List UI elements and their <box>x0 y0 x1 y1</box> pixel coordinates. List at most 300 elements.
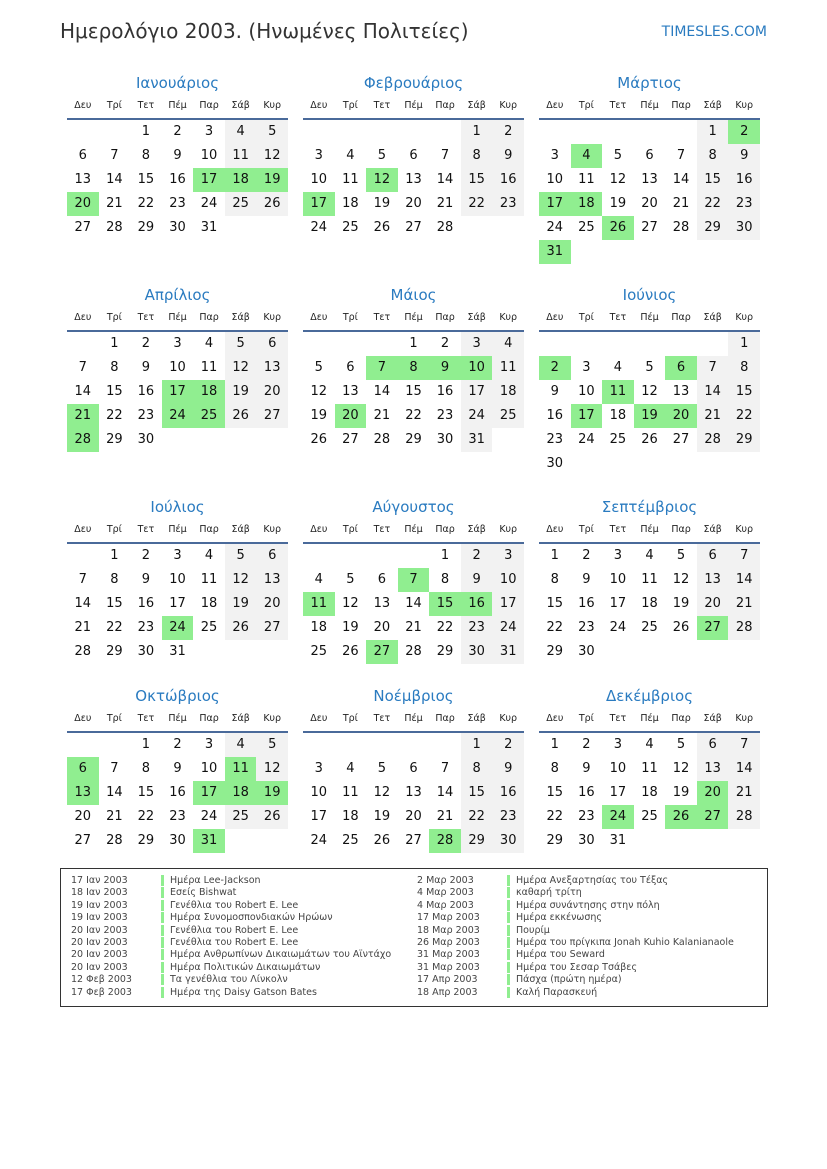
day[interactable]: 12 <box>373 785 391 800</box>
day[interactable]: 3 <box>582 360 591 375</box>
day[interactable]: 23 <box>578 620 595 635</box>
day[interactable]: 17 <box>461 380 493 404</box>
day[interactable]: 21 <box>728 781 760 805</box>
day[interactable]: 26 <box>310 432 328 447</box>
day[interactable]: 13 <box>697 757 729 781</box>
day[interactable]: 9 <box>461 568 493 592</box>
day[interactable]: 26 <box>256 805 288 829</box>
day[interactable]: 9 <box>728 144 760 168</box>
day[interactable]: 23 <box>492 805 524 829</box>
day[interactable]: 25 <box>578 220 595 235</box>
holiday-day[interactable]: 20 <box>665 404 697 428</box>
holiday-day[interactable]: 20 <box>697 781 729 805</box>
day[interactable]: 10 <box>200 761 218 776</box>
day[interactable]: 24 <box>492 616 524 640</box>
day[interactable]: 18 <box>641 596 658 611</box>
day[interactable]: 25 <box>225 805 257 829</box>
holiday-day[interactable]: 12 <box>366 168 398 192</box>
day[interactable]: 28 <box>405 644 422 659</box>
day[interactable]: 26 <box>225 616 257 640</box>
brand-link[interactable]: TIMESLES.COM <box>661 24 767 40</box>
day[interactable]: 8 <box>697 144 729 168</box>
day[interactable]: 24 <box>546 220 564 235</box>
holiday-day[interactable]: 26 <box>665 805 697 829</box>
day[interactable]: 26 <box>256 192 288 216</box>
day[interactable]: 5 <box>377 761 387 776</box>
day[interactable]: 13 <box>405 172 422 187</box>
day[interactable]: 29 <box>461 829 493 853</box>
day[interactable]: 27 <box>342 432 359 447</box>
day[interactable]: 28 <box>74 644 92 659</box>
day[interactable]: 7 <box>440 148 450 163</box>
day[interactable]: 3 <box>173 548 182 563</box>
day[interactable]: 12 <box>256 144 288 168</box>
day[interactable]: 20 <box>641 196 658 211</box>
day[interactable]: 22 <box>728 404 760 428</box>
day[interactable]: 3 <box>173 336 182 351</box>
holiday-day[interactable]: 17 <box>162 380 194 404</box>
day[interactable]: 9 <box>141 572 151 587</box>
day[interactable]: 23 <box>169 196 186 211</box>
day[interactable]: 16 <box>578 596 595 611</box>
day[interactable]: 29 <box>106 644 123 659</box>
day[interactable]: 17 <box>169 596 186 611</box>
day[interactable]: 6 <box>256 544 288 568</box>
day[interactable]: 28 <box>728 616 760 640</box>
day[interactable]: 3 <box>613 548 623 563</box>
day[interactable]: 4 <box>314 572 323 587</box>
day[interactable]: 5 <box>314 360 323 375</box>
day[interactable]: 24 <box>310 833 328 848</box>
holiday-day[interactable]: 25 <box>193 404 225 428</box>
day[interactable]: 31 <box>200 220 218 235</box>
holiday-day[interactable]: 18 <box>225 168 257 192</box>
day[interactable]: 30 <box>137 432 155 447</box>
day[interactable]: 29 <box>137 220 155 235</box>
day[interactable]: 14 <box>436 172 454 187</box>
day[interactable]: 2 <box>173 124 182 139</box>
holiday-day[interactable]: 6 <box>67 757 99 781</box>
day[interactable]: 25 <box>609 432 627 447</box>
day[interactable]: 20 <box>405 809 422 824</box>
day[interactable]: 6 <box>697 733 729 757</box>
day[interactable]: 8 <box>461 757 493 781</box>
day[interactable]: 5 <box>256 733 288 757</box>
day[interactable]: 19 <box>373 809 391 824</box>
day[interactable]: 20 <box>697 592 729 616</box>
day[interactable]: 22 <box>137 196 155 211</box>
holiday-day[interactable]: 17 <box>539 192 571 216</box>
day[interactable]: 3 <box>204 737 214 752</box>
day[interactable]: 16 <box>578 785 595 800</box>
day[interactable]: 1 <box>141 124 151 139</box>
day[interactable]: 19 <box>609 196 627 211</box>
day[interactable]: 7 <box>440 761 450 776</box>
day[interactable]: 27 <box>256 616 288 640</box>
day[interactable]: 25 <box>310 644 328 659</box>
holiday-day[interactable]: 24 <box>162 616 194 640</box>
day[interactable]: 15 <box>546 596 564 611</box>
day[interactable]: 29 <box>106 432 123 447</box>
day[interactable]: 18 <box>342 809 359 824</box>
day[interactable]: 31 <box>492 640 524 664</box>
day[interactable]: 18 <box>641 785 658 800</box>
day[interactable]: 28 <box>728 805 760 829</box>
day[interactable]: 14 <box>373 384 391 399</box>
day[interactable]: 23 <box>169 809 186 824</box>
day[interactable]: 30 <box>169 220 186 235</box>
day[interactable]: 3 <box>314 148 323 163</box>
day[interactable]: 21 <box>697 404 729 428</box>
day[interactable]: 2 <box>141 336 151 351</box>
day[interactable]: 9 <box>582 761 591 776</box>
day[interactable]: 16 <box>169 172 186 187</box>
holiday-day[interactable]: 28 <box>67 428 99 452</box>
day[interactable]: 8 <box>550 572 559 587</box>
day[interactable]: 21 <box>106 196 123 211</box>
day[interactable]: 5 <box>225 544 257 568</box>
day[interactable]: 2 <box>173 737 182 752</box>
day[interactable]: 9 <box>582 572 591 587</box>
day[interactable]: 25 <box>342 220 359 235</box>
day[interactable]: 4 <box>346 148 355 163</box>
day[interactable]: 5 <box>346 572 355 587</box>
day[interactable]: 6 <box>78 148 87 163</box>
day[interactable]: 10 <box>546 172 564 187</box>
holiday-day[interactable]: 19 <box>634 404 666 428</box>
day[interactable]: 15 <box>137 172 155 187</box>
day[interactable]: 13 <box>405 785 422 800</box>
day[interactable]: 27 <box>74 833 92 848</box>
day[interactable]: 21 <box>672 196 690 211</box>
day[interactable]: 16 <box>169 785 186 800</box>
day[interactable]: 13 <box>697 568 729 592</box>
day[interactable]: 10 <box>310 785 328 800</box>
day[interactable]: 3 <box>204 124 214 139</box>
holiday-day[interactable]: 7 <box>398 568 430 592</box>
holiday-day[interactable]: 11 <box>225 757 257 781</box>
holiday-day[interactable]: 19 <box>256 781 288 805</box>
day[interactable]: 1 <box>141 737 151 752</box>
day[interactable]: 29 <box>728 428 760 452</box>
day[interactable]: 13 <box>672 384 690 399</box>
day[interactable]: 16 <box>436 384 454 399</box>
holiday-day[interactable]: 8 <box>398 356 430 380</box>
day[interactable]: 9 <box>550 384 559 399</box>
day[interactable]: 7 <box>78 572 87 587</box>
day[interactable]: 21 <box>373 408 391 423</box>
holiday-day[interactable]: 4 <box>571 144 603 168</box>
day[interactable]: 6 <box>346 360 355 375</box>
day[interactable]: 25 <box>641 809 658 824</box>
holiday-day[interactable]: 31 <box>193 829 225 853</box>
holiday-day[interactable]: 2 <box>728 120 760 144</box>
holiday-day[interactable]: 6 <box>665 356 697 380</box>
day[interactable]: 8 <box>550 761 559 776</box>
day[interactable]: 11 <box>342 172 359 187</box>
day[interactable]: 24 <box>200 809 218 824</box>
day[interactable]: 24 <box>578 432 595 447</box>
day[interactable]: 19 <box>310 408 328 423</box>
day[interactable]: 16 <box>492 168 524 192</box>
day[interactable]: 22 <box>405 408 422 423</box>
day[interactable]: 15 <box>405 384 422 399</box>
day[interactable]: 5 <box>225 332 257 356</box>
day[interactable]: 18 <box>200 596 218 611</box>
day[interactable]: 16 <box>492 781 524 805</box>
day[interactable]: 10 <box>492 568 524 592</box>
day[interactable]: 9 <box>492 757 524 781</box>
day[interactable]: 23 <box>578 809 595 824</box>
holiday-day[interactable]: 18 <box>571 192 603 216</box>
day[interactable]: 9 <box>492 144 524 168</box>
holiday-day[interactable]: 17 <box>193 781 225 805</box>
day[interactable]: 21 <box>436 809 454 824</box>
day[interactable]: 17 <box>310 809 328 824</box>
holiday-day[interactable]: 11 <box>303 592 335 616</box>
day[interactable]: 6 <box>409 761 418 776</box>
day[interactable]: 4 <box>225 733 257 757</box>
holiday-day[interactable]: 19 <box>256 168 288 192</box>
day[interactable]: 24 <box>609 620 627 635</box>
day[interactable]: 22 <box>546 809 564 824</box>
day[interactable]: 20 <box>74 809 92 824</box>
day[interactable]: 12 <box>672 761 690 776</box>
day[interactable]: 31 <box>461 428 493 452</box>
holiday-day[interactable]: 17 <box>571 404 603 428</box>
day[interactable]: 27 <box>256 404 288 428</box>
day[interactable]: 30 <box>492 829 524 853</box>
day[interactable]: 24 <box>200 196 218 211</box>
holiday-day[interactable]: 20 <box>335 404 367 428</box>
day[interactable]: 23 <box>436 408 454 423</box>
day[interactable]: 27 <box>74 220 92 235</box>
day[interactable]: 17 <box>492 592 524 616</box>
holiday-day[interactable]: 15 <box>429 592 461 616</box>
day[interactable]: 22 <box>461 192 493 216</box>
day[interactable]: 11 <box>641 572 658 587</box>
day[interactable]: 15 <box>106 596 123 611</box>
day[interactable]: 31 <box>609 833 627 848</box>
day[interactable]: 22 <box>137 809 155 824</box>
holiday-day[interactable]: 21 <box>67 404 99 428</box>
day[interactable]: 5 <box>676 737 686 752</box>
day[interactable]: 8 <box>141 148 151 163</box>
day[interactable]: 13 <box>641 172 658 187</box>
day[interactable]: 12 <box>225 568 257 592</box>
day[interactable]: 28 <box>373 432 391 447</box>
day[interactable]: 16 <box>728 168 760 192</box>
day[interactable]: 26 <box>342 644 359 659</box>
day[interactable]: 4 <box>204 548 214 563</box>
day[interactable]: 6 <box>409 148 418 163</box>
day[interactable]: 17 <box>609 596 627 611</box>
day[interactable]: 29 <box>546 833 564 848</box>
day[interactable]: 19 <box>225 380 257 404</box>
day[interactable]: 18 <box>492 380 524 404</box>
day[interactable]: 4 <box>645 737 654 752</box>
day[interactable]: 25 <box>200 620 218 635</box>
day[interactable]: 14 <box>728 757 760 781</box>
day[interactable]: 23 <box>137 408 155 423</box>
day[interactable]: 24 <box>461 404 493 428</box>
day[interactable]: 18 <box>342 196 359 211</box>
day[interactable]: 19 <box>342 620 359 635</box>
day[interactable]: 10 <box>310 172 328 187</box>
day[interactable]: 13 <box>342 384 359 399</box>
day[interactable]: 7 <box>676 148 686 163</box>
day[interactable]: 16 <box>137 596 155 611</box>
day[interactable]: 28 <box>436 220 454 235</box>
day[interactable]: 20 <box>405 196 422 211</box>
day[interactable]: 10 <box>578 384 595 399</box>
holiday-day[interactable]: 28 <box>429 829 461 853</box>
holiday-day[interactable]: 7 <box>366 356 398 380</box>
holiday-day[interactable]: 17 <box>303 192 335 216</box>
day[interactable]: 15 <box>728 380 760 404</box>
day[interactable]: 12 <box>225 356 257 380</box>
day[interactable]: 11 <box>225 144 257 168</box>
holiday-day[interactable]: 9 <box>429 356 461 380</box>
day[interactable]: 1 <box>409 336 418 351</box>
day[interactable]: 8 <box>141 761 151 776</box>
day[interactable]: 15 <box>461 168 493 192</box>
day[interactable]: 1 <box>110 336 119 351</box>
day[interactable]: 22 <box>697 192 729 216</box>
holiday-day[interactable]: 31 <box>539 240 571 264</box>
day[interactable]: 2 <box>141 548 151 563</box>
day[interactable]: 27 <box>405 833 422 848</box>
day[interactable]: 30 <box>578 833 595 848</box>
day[interactable]: 28 <box>106 833 123 848</box>
day[interactable]: 15 <box>106 384 123 399</box>
day[interactable]: 30 <box>137 644 155 659</box>
day[interactable]: 18 <box>310 620 328 635</box>
day[interactable]: 7 <box>110 761 119 776</box>
day[interactable]: 8 <box>110 572 119 587</box>
day[interactable]: 19 <box>672 596 690 611</box>
holiday-day[interactable]: 2 <box>539 356 571 380</box>
day[interactable]: 29 <box>137 833 155 848</box>
day[interactable]: 4 <box>492 332 524 356</box>
day[interactable]: 7 <box>110 148 119 163</box>
day[interactable]: 8 <box>728 356 760 380</box>
day[interactable]: 9 <box>173 148 182 163</box>
day[interactable]: 8 <box>461 144 493 168</box>
day[interactable]: 21 <box>728 592 760 616</box>
day[interactable]: 5 <box>256 120 288 144</box>
day[interactable]: 10 <box>609 572 627 587</box>
day[interactable]: 3 <box>613 737 623 752</box>
day[interactable]: 2 <box>582 548 591 563</box>
day[interactable]: 1 <box>728 332 760 356</box>
day[interactable]: 5 <box>377 148 387 163</box>
day[interactable]: 20 <box>256 592 288 616</box>
day[interactable]: 23 <box>492 192 524 216</box>
day[interactable]: 24 <box>310 220 328 235</box>
day[interactable]: 17 <box>609 785 627 800</box>
day[interactable]: 27 <box>405 220 422 235</box>
day[interactable]: 2 <box>440 336 450 351</box>
day[interactable]: 14 <box>106 785 123 800</box>
day[interactable]: 19 <box>373 196 391 211</box>
holiday-day[interactable]: 27 <box>366 640 398 664</box>
day[interactable]: 27 <box>641 220 658 235</box>
holiday-day[interactable]: 18 <box>193 380 225 404</box>
day[interactable]: 12 <box>310 384 328 399</box>
day[interactable]: 26 <box>641 432 658 447</box>
day[interactable]: 6 <box>377 572 387 587</box>
day[interactable]: 15 <box>137 785 155 800</box>
day[interactable]: 20 <box>256 380 288 404</box>
day[interactable]: 18 <box>609 408 627 423</box>
day[interactable]: 23 <box>728 192 760 216</box>
day[interactable]: 25 <box>641 620 658 635</box>
day[interactable]: 13 <box>74 172 92 187</box>
day[interactable]: 14 <box>697 380 729 404</box>
day[interactable]: 4 <box>645 548 654 563</box>
day[interactable]: 8 <box>440 572 450 587</box>
holiday-day[interactable]: 27 <box>697 805 729 829</box>
day[interactable]: 21 <box>405 620 422 635</box>
day[interactable]: 7 <box>728 733 760 757</box>
day[interactable]: 23 <box>546 432 564 447</box>
day[interactable]: 16 <box>137 384 155 399</box>
day[interactable]: 12 <box>672 572 690 587</box>
day[interactable]: 26 <box>373 833 391 848</box>
holiday-day[interactable]: 16 <box>461 592 493 616</box>
day[interactable]: 21 <box>436 196 454 211</box>
day[interactable]: 29 <box>436 644 454 659</box>
day[interactable]: 26 <box>225 404 257 428</box>
day[interactable]: 22 <box>546 620 564 635</box>
day[interactable]: 13 <box>256 568 288 592</box>
day[interactable]: 14 <box>436 785 454 800</box>
day[interactable]: 26 <box>373 220 391 235</box>
day[interactable]: 28 <box>697 428 729 452</box>
day[interactable]: 14 <box>106 172 123 187</box>
day[interactable]: 2 <box>492 120 524 144</box>
day[interactable]: 11 <box>200 572 218 587</box>
day[interactable]: 11 <box>641 761 658 776</box>
day[interactable]: 10 <box>169 360 186 375</box>
day[interactable]: 30 <box>169 833 186 848</box>
day[interactable]: 30 <box>546 456 564 471</box>
day[interactable]: 3 <box>550 148 559 163</box>
day[interactable]: 22 <box>106 408 123 423</box>
day[interactable]: 1 <box>440 548 450 563</box>
day[interactable]: 28 <box>106 220 123 235</box>
day[interactable]: 21 <box>106 809 123 824</box>
day[interactable]: 14 <box>74 596 92 611</box>
day[interactable]: 6 <box>645 148 654 163</box>
day[interactable]: 12 <box>641 384 658 399</box>
day[interactable]: 26 <box>672 620 690 635</box>
day[interactable]: 14 <box>405 596 422 611</box>
day[interactable]: 29 <box>405 432 422 447</box>
day[interactable]: 6 <box>697 544 729 568</box>
day[interactable]: 4 <box>204 336 214 351</box>
day[interactable]: 15 <box>697 168 729 192</box>
day[interactable]: 14 <box>728 568 760 592</box>
day[interactable]: 13 <box>373 596 391 611</box>
day[interactable]: 15 <box>461 781 493 805</box>
day[interactable]: 30 <box>728 216 760 240</box>
day[interactable]: 4 <box>346 761 355 776</box>
day[interactable]: 13 <box>256 356 288 380</box>
day[interactable]: 7 <box>728 544 760 568</box>
day[interactable]: 7 <box>78 360 87 375</box>
